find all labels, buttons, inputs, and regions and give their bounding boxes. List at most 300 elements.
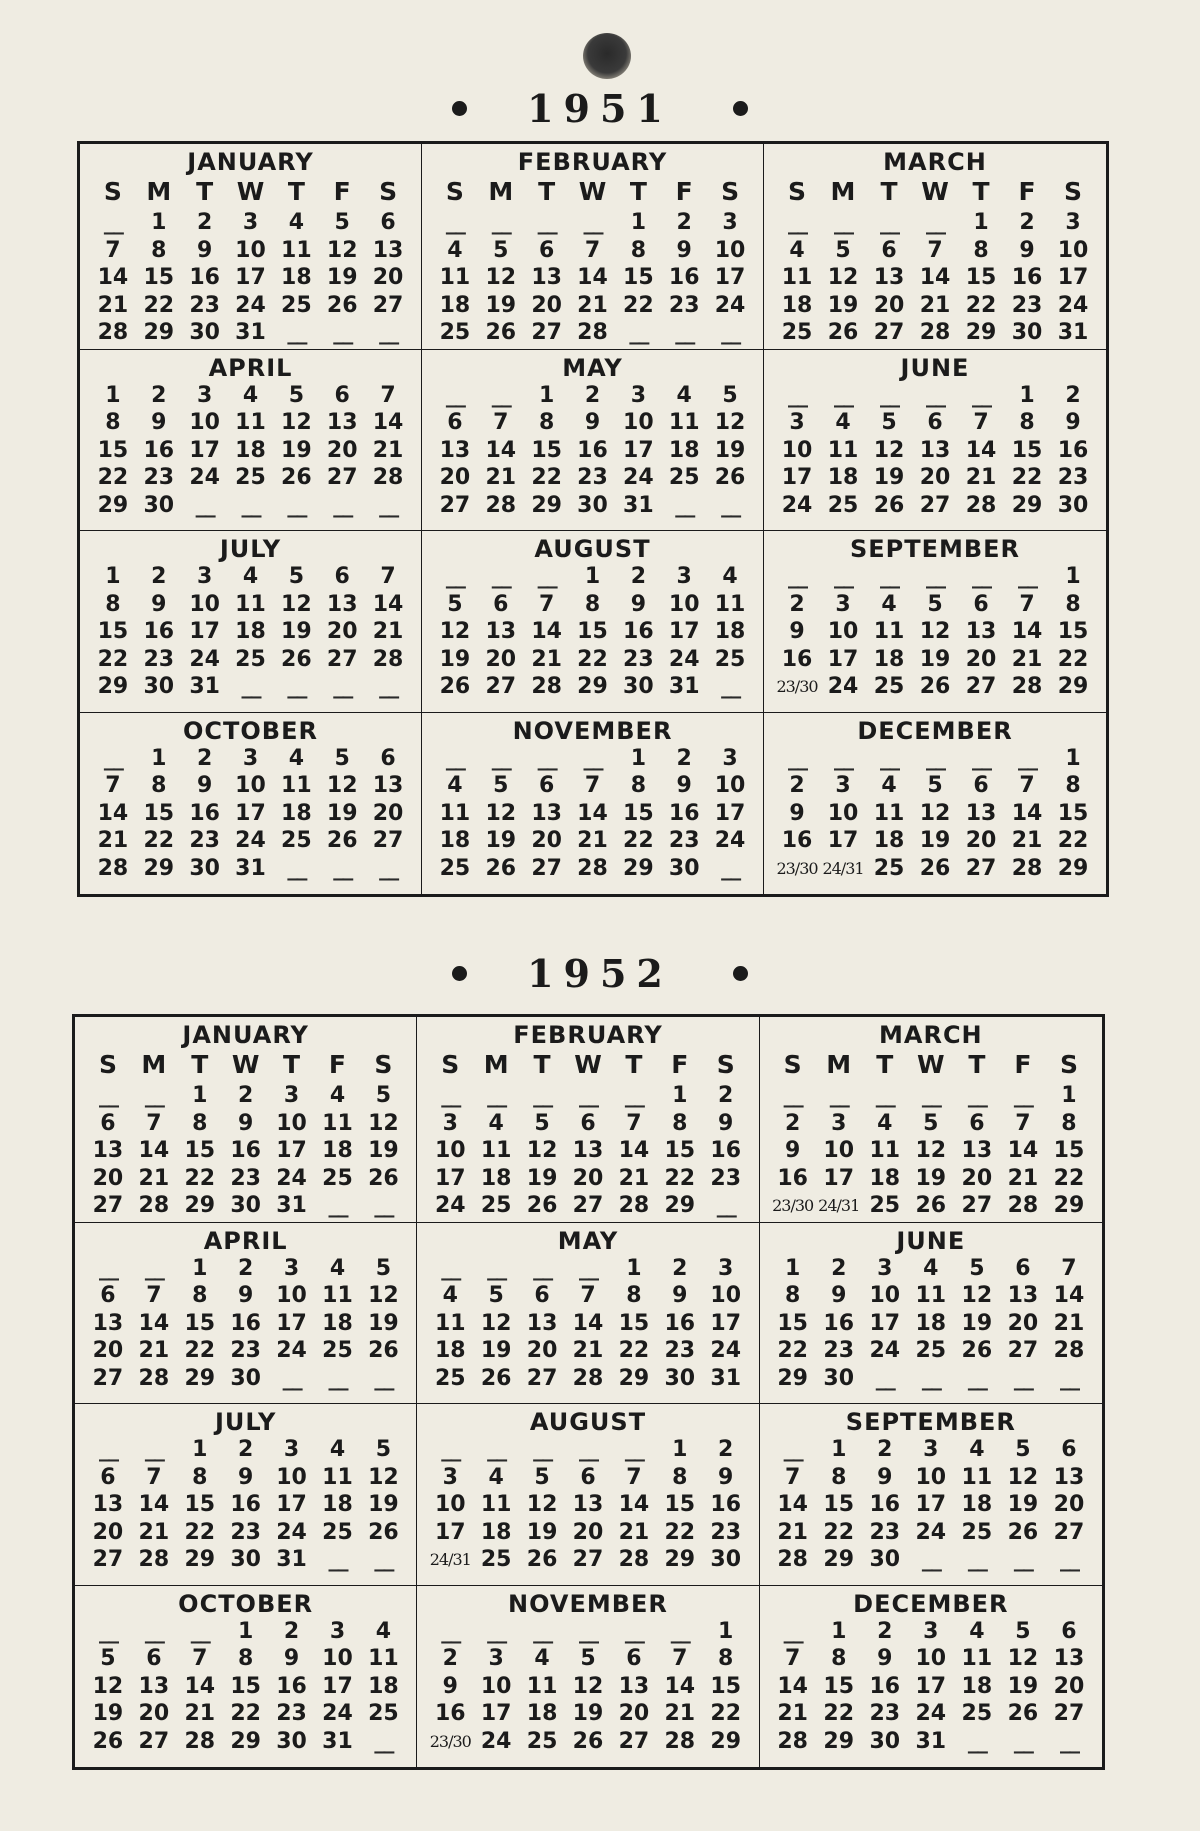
day-number: 8 xyxy=(1019,410,1035,435)
day-number: 28 xyxy=(777,1547,808,1572)
day-number: 27 xyxy=(92,1365,124,1391)
weekday-letter: S xyxy=(98,1050,117,1079)
month-name: AUGUST xyxy=(534,535,651,563)
day-number: 20 xyxy=(526,1338,558,1363)
empty-day-slot: __ xyxy=(880,210,898,235)
day-number: 25 xyxy=(439,320,471,345)
day-number: 11 xyxy=(434,1310,466,1336)
week-row xyxy=(432,646,753,674)
day-number: 18 xyxy=(869,1165,901,1191)
day-number: 12 xyxy=(326,237,358,263)
day-number: 4 xyxy=(442,1283,458,1308)
empty-day-slot: __ xyxy=(190,1618,209,1644)
empty-day-slot: __ xyxy=(103,210,122,235)
month-block-november xyxy=(422,713,764,895)
day-number: 15 xyxy=(531,437,562,463)
week-row xyxy=(770,1673,1092,1701)
day-number: 7 xyxy=(105,237,121,263)
day-number: 27 xyxy=(372,828,404,853)
day-number: 27 xyxy=(326,646,358,672)
week-row xyxy=(90,827,411,855)
day-number: 4 xyxy=(288,210,304,235)
day-number: 24/31 xyxy=(818,1196,860,1215)
week-row xyxy=(85,1192,406,1220)
day-number: 30 xyxy=(143,674,175,699)
empty-day-slot: __ xyxy=(834,382,852,408)
day-number: 30 xyxy=(869,1547,901,1572)
month-name: JULY xyxy=(214,1408,277,1436)
day-number: 5 xyxy=(881,410,897,435)
month-name: OCTOBER xyxy=(178,1589,314,1618)
empty-day-slot: __ xyxy=(788,210,806,235)
day-number: 9 xyxy=(196,237,213,263)
month-name: JANUARY xyxy=(187,148,314,176)
day-number: 13 xyxy=(1007,1283,1039,1308)
day-number: 21 xyxy=(664,1701,696,1726)
day-number: 12 xyxy=(526,1492,558,1517)
day-number: 3 xyxy=(877,1255,893,1281)
day-number: 9 xyxy=(718,1110,734,1136)
empty-day-slot: __ xyxy=(880,564,898,589)
day-number: 23/30 xyxy=(776,677,818,696)
week-row xyxy=(427,1365,748,1393)
week-row xyxy=(774,591,1096,619)
day-number: 30 xyxy=(1057,492,1089,518)
empty-day-slot: __ xyxy=(967,1547,986,1572)
week-row xyxy=(427,1282,748,1310)
day-number: 12 xyxy=(439,619,471,644)
weekday-letter: M xyxy=(141,1050,167,1079)
day-number: 15 xyxy=(664,1492,696,1517)
week-row xyxy=(427,1255,748,1283)
day-number: 29 xyxy=(230,1728,261,1754)
day-number: 21 xyxy=(1011,828,1043,853)
day-number: 24 xyxy=(322,1701,353,1726)
empty-day-slot: __ xyxy=(487,1255,506,1281)
day-number: 18 xyxy=(480,1519,512,1545)
day-number: 9 xyxy=(238,1464,254,1490)
empty-day-slot: __ xyxy=(537,210,556,235)
day-number: 9 xyxy=(672,1283,688,1308)
day-number: 24 xyxy=(276,1338,307,1363)
day-number: 23 xyxy=(623,646,654,672)
week-row xyxy=(432,437,753,465)
day-number: 28 xyxy=(577,855,608,881)
empty-day-slot: __ xyxy=(333,320,352,345)
month-name: NOVEMBER xyxy=(512,716,673,745)
day-number: 26 xyxy=(368,1519,399,1545)
day-number: 26 xyxy=(915,1193,947,1218)
day-number: 31 xyxy=(189,674,220,699)
day-number: 18 xyxy=(827,465,859,490)
empty-day-slot: __ xyxy=(144,1618,163,1644)
day-number: 14 xyxy=(372,410,404,435)
day-number: 9 xyxy=(877,1464,893,1490)
day-number: 11 xyxy=(873,619,905,644)
day-number: 30 xyxy=(230,1365,261,1391)
week-row xyxy=(774,618,1096,646)
day-number: 3 xyxy=(283,1437,300,1462)
empty-day-slot: __ xyxy=(926,210,944,235)
empty-day-slot: __ xyxy=(241,492,260,518)
day-number: 7 xyxy=(580,1283,596,1308)
day-number: 25 xyxy=(714,646,746,672)
month-block-october xyxy=(75,1586,417,1768)
day-number: 13 xyxy=(138,1673,170,1699)
day-number: 27 xyxy=(138,1728,170,1754)
day-number: 23 xyxy=(189,292,220,318)
day-number: 26 xyxy=(368,1338,399,1363)
day-number: 10 xyxy=(869,1283,901,1308)
day-number: 12 xyxy=(368,1283,399,1308)
day-number: 11 xyxy=(439,265,471,290)
day-number: 27 xyxy=(526,1365,558,1391)
week-row xyxy=(774,563,1096,591)
day-number: 5 xyxy=(447,591,463,617)
day-number: 13 xyxy=(1053,1646,1085,1671)
day-number: 25 xyxy=(526,1728,558,1754)
week-row xyxy=(90,209,411,237)
day-number: 1 xyxy=(973,210,989,235)
day-number: 17 xyxy=(434,1519,466,1545)
day-number: 28 xyxy=(618,1193,650,1218)
week-row xyxy=(432,464,753,492)
week-row xyxy=(432,800,753,828)
weekday-letter: W xyxy=(231,1050,260,1079)
empty-day-slot: __ xyxy=(675,320,694,345)
day-number: 7 xyxy=(973,410,989,435)
weekday-letter: S xyxy=(716,1050,735,1079)
empty-day-slot: __ xyxy=(716,1193,735,1218)
week-row xyxy=(427,1618,748,1646)
month-name: JANUARY xyxy=(182,1021,309,1049)
day-number: 16 xyxy=(577,437,608,463)
day-number: 28 xyxy=(664,1728,696,1754)
day-number: 3 xyxy=(242,210,259,235)
day-number: 18 xyxy=(368,1673,399,1699)
day-number: 19 xyxy=(526,1519,558,1545)
day-number: 27 xyxy=(372,292,404,318)
day-number: 3 xyxy=(283,1255,300,1281)
day-number: 9 xyxy=(789,619,805,644)
day-number: 30 xyxy=(869,1728,901,1754)
day-number: 29 xyxy=(710,1728,742,1754)
day-number: 18 xyxy=(873,828,905,853)
empty-day-slot: __ xyxy=(533,1255,552,1281)
day-number: 23 xyxy=(823,1338,855,1363)
week-row xyxy=(432,409,753,437)
day-number: 10 xyxy=(480,1673,512,1699)
day-number: 12 xyxy=(1007,1646,1039,1671)
weekday-letter: W xyxy=(574,1050,602,1079)
day-number: 28 xyxy=(97,855,129,881)
day-number: 1 xyxy=(672,1083,688,1108)
week-row xyxy=(90,618,411,646)
day-number: 30 xyxy=(664,1365,696,1391)
day-number: 8 xyxy=(151,237,167,263)
weekday-header xyxy=(432,176,753,209)
day-number: 21 xyxy=(485,465,517,490)
day-number: 2 xyxy=(877,1437,893,1462)
bullet-dot-right xyxy=(733,966,748,981)
day-number: 12 xyxy=(485,800,517,826)
weekday-letter: T xyxy=(283,1050,301,1079)
day-number: 1 xyxy=(672,1437,688,1462)
day-number: 23 xyxy=(143,465,175,490)
day-number: 20 xyxy=(1053,1673,1085,1699)
month-name: NOVEMBER xyxy=(508,1589,668,1618)
day-number: 1 xyxy=(831,1437,847,1462)
day-number: 14 xyxy=(138,1310,170,1336)
weekday-letter: W xyxy=(236,177,265,206)
day-number: 1 xyxy=(1019,382,1035,408)
day-number: 11 xyxy=(668,410,700,435)
day-number: 18 xyxy=(668,437,700,463)
day-number: 11 xyxy=(827,437,859,463)
day-number: 2 xyxy=(238,1437,254,1462)
week-row xyxy=(770,1282,1092,1310)
empty-day-slot: __ xyxy=(972,564,990,589)
day-number: 11 xyxy=(235,591,266,617)
empty-day-slot: __ xyxy=(287,855,306,881)
day-number: 11 xyxy=(781,265,813,290)
week-row xyxy=(85,1519,406,1547)
day-number: 10 xyxy=(915,1464,947,1490)
day-number: 25 xyxy=(281,828,312,853)
day-number: 27 xyxy=(1053,1701,1085,1726)
day-number: 1 xyxy=(192,1437,208,1462)
day-number: 7 xyxy=(672,1646,688,1671)
month-block-february xyxy=(422,144,764,350)
day-number: 16 xyxy=(664,1310,696,1336)
week-row xyxy=(85,1645,406,1673)
day-number: 9 xyxy=(283,1646,300,1671)
day-number: 3 xyxy=(722,745,738,771)
week-row xyxy=(432,673,753,701)
day-number: 5 xyxy=(969,1255,985,1281)
day-number: 16 xyxy=(869,1492,901,1517)
day-number: 7 xyxy=(785,1646,801,1671)
empty-day-slot: __ xyxy=(445,382,464,408)
day-number: 29 xyxy=(618,1365,650,1391)
week-row xyxy=(427,1165,748,1193)
day-number: 22 xyxy=(1057,646,1089,672)
day-number: 27 xyxy=(92,1193,124,1218)
month-block-june xyxy=(760,1223,1102,1405)
day-number: 22 xyxy=(965,292,997,318)
day-number: 10 xyxy=(781,437,813,463)
day-number: 19 xyxy=(873,465,905,490)
day-number: 19 xyxy=(368,1138,399,1163)
day-number: 25 xyxy=(827,492,859,518)
day-number: 16 xyxy=(668,800,700,826)
day-number: 11 xyxy=(322,1110,353,1136)
day-number: 5 xyxy=(493,773,509,798)
empty-day-slot: __ xyxy=(491,745,510,771)
month-block-april xyxy=(75,1223,417,1405)
day-number: 31 xyxy=(710,1365,742,1391)
weekday-header xyxy=(90,176,411,209)
day-number: 10 xyxy=(714,237,746,263)
month-block-december xyxy=(760,1586,1102,1768)
day-number: 17 xyxy=(869,1310,901,1336)
day-number: 9 xyxy=(238,1283,254,1308)
week-row xyxy=(90,800,411,828)
day-number: 11 xyxy=(322,1464,353,1490)
month-name: DECEMBER xyxy=(857,716,1013,745)
empty-day-slot: __ xyxy=(98,1083,117,1108)
week-row xyxy=(85,1618,406,1646)
day-number: 11 xyxy=(281,237,312,263)
week-row xyxy=(85,1337,406,1365)
week-row xyxy=(85,1137,406,1165)
day-number: 2 xyxy=(238,1255,254,1281)
weekday-letter: S xyxy=(787,177,806,206)
day-number: 6 xyxy=(538,237,555,263)
day-number: 16 xyxy=(189,800,220,826)
day-number: 16 xyxy=(823,1310,855,1336)
day-number: 14 xyxy=(577,800,608,826)
day-number: 29 xyxy=(1011,492,1043,518)
day-number: 2 xyxy=(831,1255,847,1281)
week-row xyxy=(432,382,753,410)
day-number: 16 xyxy=(623,619,654,644)
day-number: 12 xyxy=(480,1310,512,1336)
day-number: 4 xyxy=(488,1110,504,1136)
week-row xyxy=(774,673,1096,701)
week-row xyxy=(770,1192,1092,1220)
day-number: 2 xyxy=(877,1618,893,1644)
month-name: MARCH xyxy=(879,1021,983,1049)
day-number: 21 xyxy=(1053,1310,1085,1336)
empty-day-slot: __ xyxy=(788,564,806,589)
week-row xyxy=(90,237,411,265)
day-number: 5 xyxy=(927,591,943,617)
day-number: 7 xyxy=(538,591,555,617)
day-number: 12 xyxy=(368,1110,399,1136)
day-number: 14 xyxy=(372,591,404,617)
day-number: 6 xyxy=(493,591,509,617)
day-number: 12 xyxy=(281,410,312,435)
day-number: 16 xyxy=(1011,265,1043,290)
empty-day-slot: __ xyxy=(1013,1728,1032,1754)
weekday-letter: S xyxy=(783,1050,802,1079)
day-number: 25 xyxy=(480,1547,512,1572)
day-number: 8 xyxy=(192,1464,208,1490)
day-number: 28 xyxy=(777,1728,808,1754)
day-number: 10 xyxy=(235,773,266,798)
day-number: 12 xyxy=(572,1673,604,1699)
week-row xyxy=(85,1491,406,1519)
day-number: 6 xyxy=(580,1110,596,1136)
day-number: 28 xyxy=(1007,1193,1039,1218)
day-number: 7 xyxy=(380,564,396,589)
day-number: 19 xyxy=(439,646,471,672)
day-number: 6 xyxy=(969,1110,985,1136)
day-number: 15 xyxy=(97,437,129,463)
empty-day-slot: __ xyxy=(972,745,990,771)
day-number: 11 xyxy=(961,1464,993,1490)
day-number: 24 xyxy=(869,1338,901,1363)
day-number: 23/30 xyxy=(772,1196,814,1215)
day-number: 26 xyxy=(526,1547,558,1572)
empty-day-slot: __ xyxy=(721,492,740,518)
day-number: 10 xyxy=(623,410,654,435)
day-number: 20 xyxy=(961,1165,993,1191)
day-number: 16 xyxy=(143,619,175,644)
day-number: 22 xyxy=(230,1701,261,1726)
day-number: 17 xyxy=(434,1165,466,1191)
empty-day-slot: __ xyxy=(721,320,740,345)
day-number: 31 xyxy=(1057,320,1089,345)
day-number: 24 xyxy=(714,292,746,318)
day-number: 7 xyxy=(1019,591,1035,617)
day-number: 24 xyxy=(189,465,220,490)
weekday-letter: F xyxy=(1014,1050,1032,1079)
day-number: 3 xyxy=(196,564,213,589)
day-number: 20 xyxy=(92,1338,124,1363)
day-number: 6 xyxy=(1061,1618,1077,1644)
empty-day-slot: __ xyxy=(1013,1083,1032,1108)
day-number: 20 xyxy=(326,437,358,463)
day-number: 13 xyxy=(326,410,358,435)
day-number: 9 xyxy=(238,1110,254,1136)
day-number: 27 xyxy=(439,492,471,518)
weekday-letter: F xyxy=(675,177,693,206)
day-number: 19 xyxy=(526,1165,558,1191)
week-row xyxy=(770,1337,1092,1365)
day-number: 4 xyxy=(881,591,897,617)
day-number: 12 xyxy=(919,800,951,826)
day-number: 15 xyxy=(184,1492,216,1517)
day-number: 24 xyxy=(915,1519,947,1545)
empty-day-slot: __ xyxy=(379,855,398,881)
day-number: 17 xyxy=(823,1165,855,1191)
day-number: 20 xyxy=(92,1165,124,1191)
day-number: 13 xyxy=(965,619,997,644)
day-number: 17 xyxy=(276,1138,307,1163)
day-number: 1 xyxy=(630,745,646,771)
day-number: 6 xyxy=(881,237,897,263)
day-number: 15 xyxy=(1057,800,1089,826)
day-number: 26 xyxy=(326,828,358,853)
day-number: 24 xyxy=(189,646,220,672)
weekday-letter: M xyxy=(483,1050,509,1079)
month-block-september xyxy=(760,1404,1102,1586)
day-number: 26 xyxy=(526,1193,558,1218)
day-number: 2 xyxy=(283,1618,300,1644)
day-number: 23 xyxy=(230,1519,261,1545)
day-number: 6 xyxy=(146,1646,162,1671)
day-number: 2 xyxy=(1019,210,1035,235)
week-row xyxy=(85,1464,406,1492)
day-number: 22 xyxy=(710,1701,742,1726)
day-number: 23/30 xyxy=(776,858,818,878)
empty-day-slot: __ xyxy=(578,1083,597,1108)
day-number: 15 xyxy=(184,1138,216,1163)
day-number: 26 xyxy=(873,492,905,518)
week-row xyxy=(770,1436,1092,1464)
day-number: 8 xyxy=(973,237,989,263)
week-row xyxy=(427,1519,748,1547)
day-number: 26 xyxy=(281,646,312,672)
day-number: 16 xyxy=(781,828,813,853)
day-number: 22 xyxy=(1053,1165,1085,1191)
empty-day-slot: __ xyxy=(144,1255,163,1281)
day-number: 5 xyxy=(288,382,304,408)
empty-day-slot: __ xyxy=(834,745,852,771)
day-number: 15 xyxy=(777,1310,808,1336)
